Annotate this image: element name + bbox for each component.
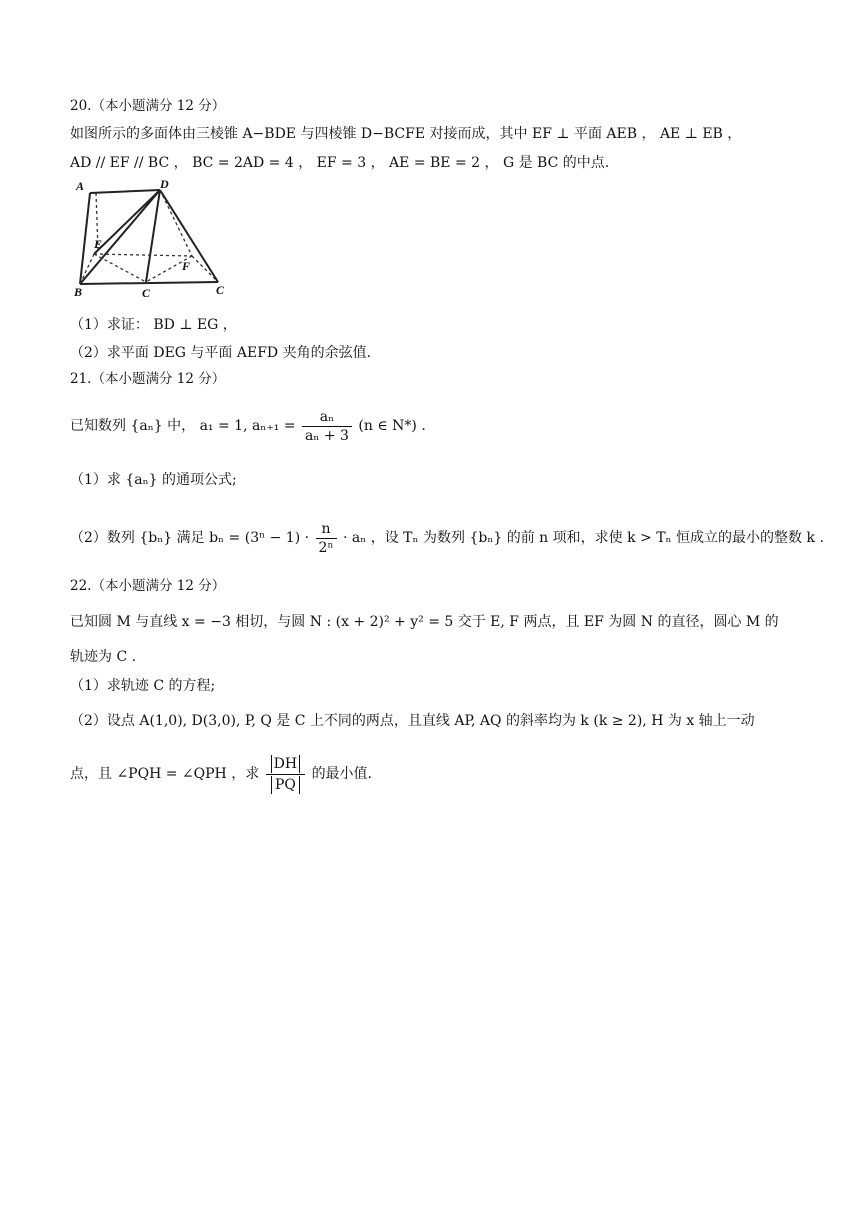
q21-statement — [70, 406, 426, 446]
edge-EG — [94, 254, 146, 282]
q22-part2-line2 — [70, 752, 372, 796]
edge-BC — [80, 282, 218, 284]
q22-heading: 22.（本小题满分 12 分） — [70, 578, 226, 594]
edge-EF — [94, 254, 192, 256]
q22-part2-line1: （2）设点 A(1,0), D(3,0), P, Q 是 C 上不同的两点，且直线 AP, AQ 的斜率均为 k (k ≥ 2), H 为 x 轴上一动 — [70, 713, 755, 729]
q21-part2-post: · aₙ ，设 Tₙ 为数列 {bₙ} 的前 n 项和，求使 k > Tₙ 恒成立的最小的整数 k . — [342, 530, 824, 546]
label-F: F — [182, 259, 191, 273]
label-C-mid: C — [142, 286, 151, 300]
q22-abs-DH: DH — [271, 755, 300, 773]
q22-ratio-denominator — [266, 776, 305, 794]
q22-statement-line1: 已知圆 M 与直线 x = −3 相切，与圆 N : (x + 2)² + y² = 5 交于 E, F 两点，且 EF 为圆 N 的直径，圆心 M 的 — [70, 614, 779, 630]
q21-statement-post: (n ∈ N*) . — [358, 418, 426, 434]
q21-recursion-fraction — [302, 408, 352, 445]
label-A: A — [76, 179, 85, 193]
q21-part1: （1）求 {aₙ} 的通项公式; — [70, 472, 237, 488]
q22-ratio-numerator — [266, 755, 305, 775]
q22-ratio-fraction — [266, 754, 305, 795]
edge-AD — [90, 190, 160, 193]
q22-statement-line2: 轨迹为 C . — [70, 649, 137, 665]
edge-AB — [80, 193, 90, 284]
q21-statement-pre: 已知数列 {aₙ} 中， a₁ = 1, aₙ₊₁ = — [70, 418, 296, 434]
q22-part1: （1）求轨迹 C 的方程; — [70, 678, 216, 694]
q20-heading: 20.（本小题满分 12 分） — [70, 98, 226, 114]
q21-heading: 21.（本小题满分 12 分） — [70, 371, 226, 387]
q21-part2-fraction — [316, 520, 337, 557]
label-D: D — [160, 178, 169, 191]
q21-part2 — [70, 518, 824, 558]
q20-statement-line1: 如图所示的多面体由三棱锥 A−BDE 与四棱锥 D−BCFE 对接而成，其中 EF ⊥ 平面 AEB ， AE ⊥ EB ， — [70, 126, 742, 142]
q22-part2-post: 的最小值. — [311, 766, 373, 782]
q20-part2: （2）求平面 DEG 与平面 AEFD 夹角的余弦值. — [70, 345, 372, 361]
q20-statement-line2: AD // EF // BC ， BC = 2AD = 4 ， EF = 3 ， AE = BE = 2 ， G 是 BC 的中点. — [70, 155, 610, 171]
q21-part2-pre: （2）数列 {bₙ} 满足 bₙ = (3ⁿ − 1) · — [70, 530, 310, 546]
q21-fraction-numerator: aₙ — [302, 408, 352, 427]
label-C: C — [216, 283, 225, 297]
q21-part2-numerator: n — [316, 520, 337, 539]
q21-fraction-denominator: aₙ + 3 — [305, 427, 349, 444]
q22-abs-PQ: PQ — [271, 776, 300, 794]
q22-part2-pre: 点，且 ∠PQH = ∠QPH ，求 — [70, 766, 260, 782]
q20-part1: （1）求证： BD ⊥ EG ， — [70, 317, 237, 333]
label-B: B — [74, 285, 83, 299]
label-E: E — [94, 237, 103, 251]
q21-part2-denominator: 2ⁿ — [318, 539, 334, 556]
edge-DF — [160, 190, 192, 256]
edge-DE — [94, 190, 160, 254]
polyhedron-figure — [72, 178, 232, 300]
